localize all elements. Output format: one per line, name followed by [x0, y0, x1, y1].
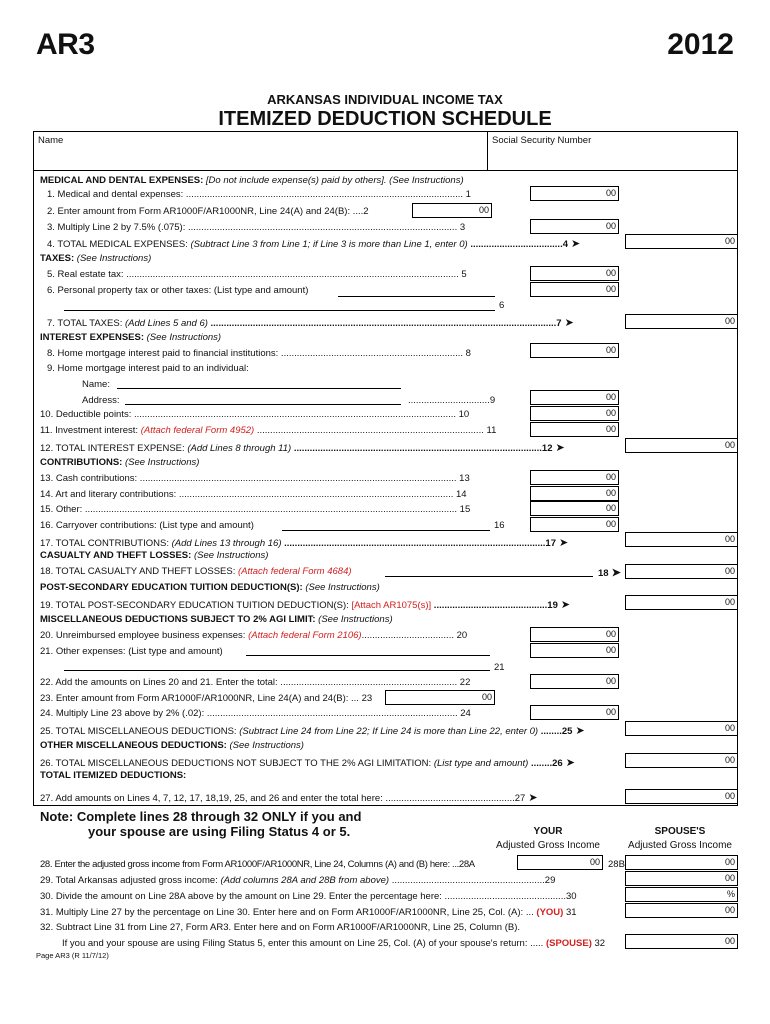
line-29: 29. Total Arkansas adjusted gross income: (Add columns 28A and 28B from above) ..........................................................29	[40, 875, 556, 886]
line-30-amount[interactable]: %	[625, 887, 738, 902]
form-title: ITEMIZED DEDUCTION SCHEDULE	[218, 108, 552, 130]
section-tuition: POST-SECONDARY EDUCATION TUITION DEDUCTION(S): (See Instructions)	[40, 582, 380, 593]
line-9-number: ...............................9	[408, 395, 496, 406]
line-26-amount[interactable]: 00	[625, 753, 738, 768]
line-32-sub: If you and your spouse are using Filing Status 5, enter this amount on Line 25, Col. (A) of your spouse's return: ..... (SPOUSE) 32	[62, 938, 606, 949]
line-30: 30. Divide the amount on Line 28A above by the amount on Line 29. Enter the percentage here: ..............................................30	[40, 891, 577, 902]
line-6-entry[interactable]	[338, 296, 495, 297]
page-footer: Page AR3 (R 11/7/12)	[36, 951, 109, 960]
line-2: 2. Enter amount from Form AR1000F/AR1000NR, Line 24(A) and 24(B): ....2	[47, 206, 369, 217]
line-17-amount[interactable]: 00	[625, 532, 738, 547]
line-18-number: 18 ➤	[598, 567, 621, 579]
line-3: 3. Multiply Line 2 by 7.5% (.075): ...................................................................................................... 3	[47, 222, 466, 233]
line-26: 26. TOTAL MISCELLANEOUS DEDUCTIONS NOT SUBJECT TO THE 2% AGI LIMITATION: (List type and amount) ........26 ➤	[40, 757, 575, 769]
line-20-amount[interactable]: 00	[530, 627, 619, 642]
line-22-amount[interactable]: 00	[530, 674, 619, 689]
line-10-amount[interactable]: 00	[530, 406, 619, 421]
line-17: 17. TOTAL CONTRIBUTIONS: (Add Lines 13 through 16) ...................................................................................................17 ➤	[40, 537, 569, 549]
line-9-name-entry[interactable]	[117, 388, 401, 389]
line-1: 1. Medical and dental expenses: ......................................................................................................... 1	[47, 189, 471, 200]
col-you-subheader: Adjusted Gross Income	[496, 840, 600, 851]
line-29-amount[interactable]: 00	[625, 871, 738, 886]
line-16-number: 16	[494, 520, 505, 531]
section-interest: INTEREST EXPENSES: (See Instructions)	[40, 332, 222, 343]
col-you-header: YOUR	[533, 826, 563, 837]
line-5-amount[interactable]: 00	[530, 266, 619, 281]
line-25: 25. TOTAL MISCELLANEOUS DEDUCTIONS: (Subtract Line 24 from Line 22; If Line 24 is more than Line 22, enter 0) ........25 ➤	[40, 725, 585, 737]
line-8-amount[interactable]: 00	[530, 343, 619, 358]
line-27-amount[interactable]: 00	[625, 789, 738, 804]
section-other-misc: OTHER MISCELLANEOUS DEDUCTIONS: (See Instructions)	[40, 740, 304, 751]
line-15: 15. Other: ............................................................................................................................................. 15	[40, 504, 471, 515]
line-19: 19. TOTAL POST-SECONDARY EDUCATION TUITION DEDUCTION(S): [Attach AR1075(s)] ...........................................19 ➤	[40, 599, 571, 611]
line-2-amount[interactable]: 00	[412, 203, 492, 218]
line-28a-amount[interactable]: 00	[517, 855, 603, 870]
line-19-amount[interactable]: 00	[625, 595, 738, 610]
line-16: 16. Carryover contributions: (List type and amount)	[40, 520, 254, 531]
line-28b-amount[interactable]: 00	[625, 855, 738, 870]
line-9-name-label: Name:	[82, 379, 110, 390]
line-21-amount[interactable]: 00	[530, 643, 619, 658]
col-spouse-header: SPOUSE'S	[654, 826, 706, 837]
line-15-amount[interactable]: 00	[530, 501, 619, 516]
line-1-amount[interactable]: 00	[530, 186, 619, 201]
line-9-address-label: Address:	[82, 395, 120, 406]
line-24-amount[interactable]: 00	[530, 705, 619, 720]
line-31-amount[interactable]: 00	[625, 903, 738, 918]
tax-year: 2012	[667, 28, 734, 61]
col-spouse-subheader: Adjusted Gross Income	[628, 840, 732, 851]
line-13-amount[interactable]: 00	[530, 470, 619, 485]
line-21-number: 21	[494, 662, 505, 673]
line-21-entry[interactable]	[246, 655, 490, 656]
line-25-amount[interactable]: 00	[625, 721, 738, 736]
line-16-entry[interactable]	[282, 530, 490, 531]
line-32: 32. Subtract Line 31 from Line 27, Form AR3. Enter here and on Form AR1000F/AR1000NR, Line 25, Column (B).	[40, 922, 520, 933]
line-4: 4. TOTAL MEDICAL EXPENSES: (Subtract Line 3 from Line 1; if Line 3 is more than Line 1, enter 0) ...................................4 ➤	[47, 238, 581, 250]
line-20: 20. Unreimbursed employee business expenses: (Attach federal Form 2106)................................... 20	[40, 630, 468, 641]
line-14: 14. Art and literary contributions: ........................................................................................................ 14	[40, 489, 467, 500]
line-31: 31. Multiply Line 27 by the percentage on Line 30. Enter here and on Form AR1000F/AR1000NR, Line 25, Col. (A): ... (YOU) 31	[40, 907, 577, 918]
section-medical: MEDICAL AND DENTAL EXPENSES: [Do not include expense(s) paid by others]. (See Instructions)	[40, 175, 464, 186]
line-18-entry[interactable]	[385, 576, 593, 577]
line-8: 8. Home mortgage interest paid to financial institutions: ..................................................................... 8	[47, 348, 471, 359]
note-line-1: Note: Complete lines 28 through 32 ONLY if you and	[40, 809, 362, 824]
ssn-field[interactable]	[487, 131, 738, 171]
name-label: Name	[38, 135, 64, 146]
section-casualty: CASUALTY AND THEFT LOSSES: (See Instructions)	[40, 550, 269, 561]
line-4-amount[interactable]: 00	[625, 234, 738, 249]
line-24: 24. Multiply Line 23 above by 2% (.02): ............................................................................................... 24	[40, 708, 471, 719]
line-18: 18. TOTAL CASUALTY AND THEFT LOSSES: (Attach federal Form 4684)	[40, 566, 352, 577]
line-28: 28. Enter the adjusted gross income from Form AR1000F/AR1000NR, Line 24, Columns (A) and (B) here: ...28A	[40, 859, 475, 870]
line-9: 9. Home mortgage interest paid to an individual:	[47, 363, 249, 374]
line-12: 12. TOTAL INTEREST EXPENSE: (Add Lines 8 through 11) ..............................................................................................12 ➤	[40, 442, 565, 454]
line-23-amount[interactable]: 00	[385, 690, 495, 705]
line-6: 6. Personal property tax or other taxes: (List type and amount)	[47, 285, 309, 296]
line-21-entry-2[interactable]	[64, 670, 490, 671]
line-7: 7. TOTAL TAXES: (Add Lines 5 and 6) ...................................................................................................................................7 ➤	[47, 317, 574, 329]
section-total: TOTAL ITEMIZED DEDUCTIONS:	[40, 770, 187, 781]
line-11-amount[interactable]: 00	[530, 422, 619, 437]
form-number: AR3	[36, 28, 95, 61]
section-contributions: CONTRIBUTIONS: (See Instructions)	[40, 457, 200, 468]
ssn-label: Social Security Number	[492, 135, 592, 146]
form-subtitle: ARKANSAS INDIVIDUAL INCOME TAX	[267, 92, 503, 107]
line-12-amount[interactable]: 00	[625, 438, 738, 453]
line-7-amount[interactable]: 00	[625, 314, 738, 329]
line-27: 27. Add amounts on Lines 4, 7, 12, 17, 18,19, 25, and 26 and enter the total here: .................................................27 ➤	[40, 792, 538, 804]
section-taxes: TAXES: (See Instructions)	[40, 253, 152, 264]
line-32-amount[interactable]: 00	[625, 934, 738, 949]
line-28b-label: 28B	[608, 859, 625, 870]
line-16-amount[interactable]: 00	[530, 517, 619, 532]
line-22: 22. Add the amounts on Lines 20 and 21. Enter the total: ................................................................... 22	[40, 677, 471, 688]
line-14-amount[interactable]: 00	[530, 486, 619, 501]
line-23: 23. Enter amount from Form AR1000F/AR1000NR, Line 24(A) and 24(B): ... 23	[40, 693, 373, 704]
line-11: 11. Investment interest: (Attach federal Form 4952) ...................................................................................... 11	[40, 425, 497, 436]
line-9-amount[interactable]: 00	[530, 390, 619, 405]
line-5: 5. Real estate tax: .............................................................................................................................. 5	[47, 269, 467, 280]
name-field[interactable]	[33, 131, 488, 171]
line-13: 13. Cash contributions: ........................................................................................................................ 13	[40, 473, 470, 484]
line-21: 21. Other expenses: (List type and amount)	[40, 646, 223, 657]
line-3-amount[interactable]: 00	[530, 219, 619, 234]
note-line-2: your spouse are using Filing Status 4 or 5.	[88, 824, 351, 839]
line-10: 10. Deductible points: .......................................................................................................................... 10	[40, 409, 470, 420]
line-6-amount[interactable]: 00	[530, 282, 619, 297]
line-6-entry-2[interactable]	[64, 310, 495, 311]
line-18-amount[interactable]: 00	[625, 564, 738, 579]
section-misc-2pct: MISCELLANEOUS DEDUCTIONS SUBJECT TO 2% AGI LIMIT: (See Instructions)	[40, 614, 393, 625]
line-9-address-entry[interactable]	[125, 404, 401, 405]
line-6-number: 6	[499, 300, 505, 311]
